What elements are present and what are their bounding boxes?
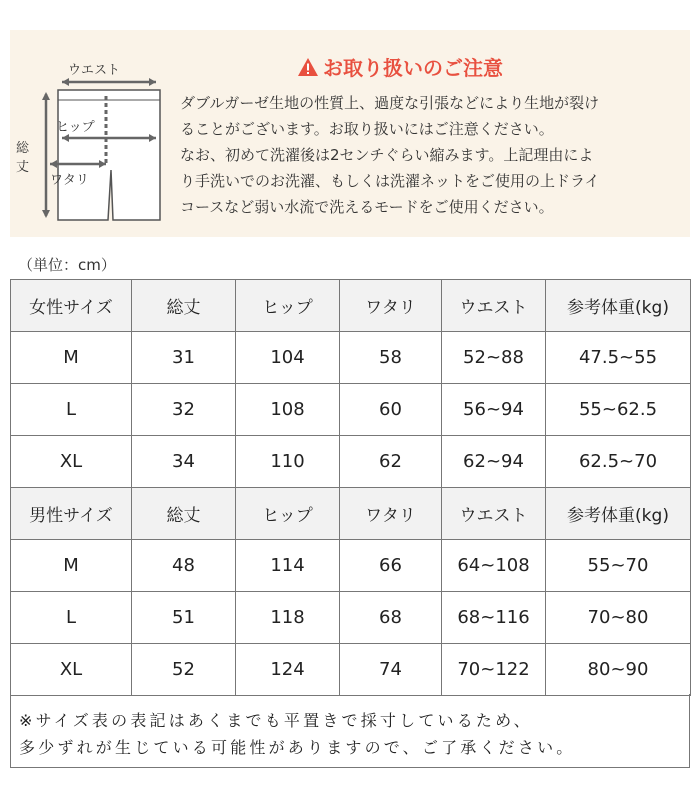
table-cell: M [11,540,132,592]
table-row [11,644,691,696]
women-header-row [11,280,691,332]
size-table [10,279,691,696]
header-cell: 参考体重(kg) [546,280,691,332]
footnote-line: ※サイズ表の表記はあくまでも平置きで採寸しているため、 [19,711,533,730]
table-cell: 104 [236,332,340,384]
table-cell: 55~62.5 [546,384,691,436]
header-cell: 総丈 [132,280,236,332]
table-cell: 52 [132,644,236,696]
notice-text [180,90,680,220]
thigh-label: ワタリ [50,173,89,188]
notice-line: なお、初めて洗濯後は2センチぐらい縮みます。上記理由によ [180,146,594,164]
header-cell: ヒップ [236,488,340,540]
table-cell: 74 [340,644,442,696]
table-cell: 56~94 [442,384,546,436]
table-cell: 108 [236,384,340,436]
table-cell: 124 [236,644,340,696]
header-cell: ウエスト [442,488,546,540]
table-cell: 68~116 [442,592,546,644]
header-cell: ワタリ [340,280,442,332]
table-cell: XL [11,644,132,696]
table-cell: 68 [340,592,442,644]
table-cell: 70~80 [546,592,691,644]
unit-label: （単位：cm） [18,256,116,274]
table-cell: 32 [132,384,236,436]
table-cell: 55~70 [546,540,691,592]
table-cell: L [11,384,132,436]
footnote-line: 多少ずれが生じている可能性がありますので、ご了承ください。 [19,738,576,757]
table-row [11,384,691,436]
table-cell: M [11,332,132,384]
header-cell: 女性サイズ [11,280,132,332]
table-cell: 64~108 [442,540,546,592]
notice-line: ることがございます。お取り扱いにはご注意ください。 [180,120,554,138]
men-header-row [11,488,691,540]
table-cell: 34 [132,436,236,488]
header-cell: ウエスト [442,280,546,332]
length-label-top: 総 [16,141,30,156]
table-cell: 110 [236,436,340,488]
table-cell: 114 [236,540,340,592]
shorts-diagram [10,30,180,237]
table-row [11,540,691,592]
table-cell: 62 [340,436,442,488]
table-row [11,436,691,488]
notice-title-text: お取り扱いのご注意 [323,56,503,80]
shorts-outline [58,90,160,220]
table-cell: 52~88 [442,332,546,384]
notice-line: ダブルガーゼ生地の性質上、過度な引張などにより生地が裂け [180,94,600,112]
footnote-box [10,694,690,768]
table-cell: 62.5~70 [546,436,691,488]
table-cell: 51 [132,592,236,644]
table-cell: 70~122 [442,644,546,696]
header-cell: 男性サイズ [11,488,132,540]
table-cell: 48 [132,540,236,592]
table-cell: XL [11,436,132,488]
notice-title [297,52,503,82]
table-cell: 118 [236,592,340,644]
header-cell: 総丈 [132,488,236,540]
header-cell: ヒップ [236,280,340,332]
notice-line: り手洗いでのお洗濯、もしくは洗濯ネットをご使用の上ドライ [180,172,600,190]
table-row [11,592,691,644]
waist-label: ウエスト [68,63,121,78]
warning-triangle-icon [297,57,319,82]
hip-label: ヒップ [56,120,95,135]
notice-line: コースなど弱い水流で洗えるモードをご使用ください。 [180,198,554,216]
length-label-bottom: 丈 [16,160,30,175]
table-cell: 62~94 [442,436,546,488]
table-cell: 47.5~55 [546,332,691,384]
table-cell: 66 [340,540,442,592]
table-cell: 80~90 [546,644,691,696]
table-row [11,332,691,384]
table-cell: 58 [340,332,442,384]
table-cell: L [11,592,132,644]
header-cell: 参考体重(kg) [546,488,691,540]
table-cell: 31 [132,332,236,384]
header-cell: ワタリ [340,488,442,540]
table-cell: 60 [340,384,442,436]
